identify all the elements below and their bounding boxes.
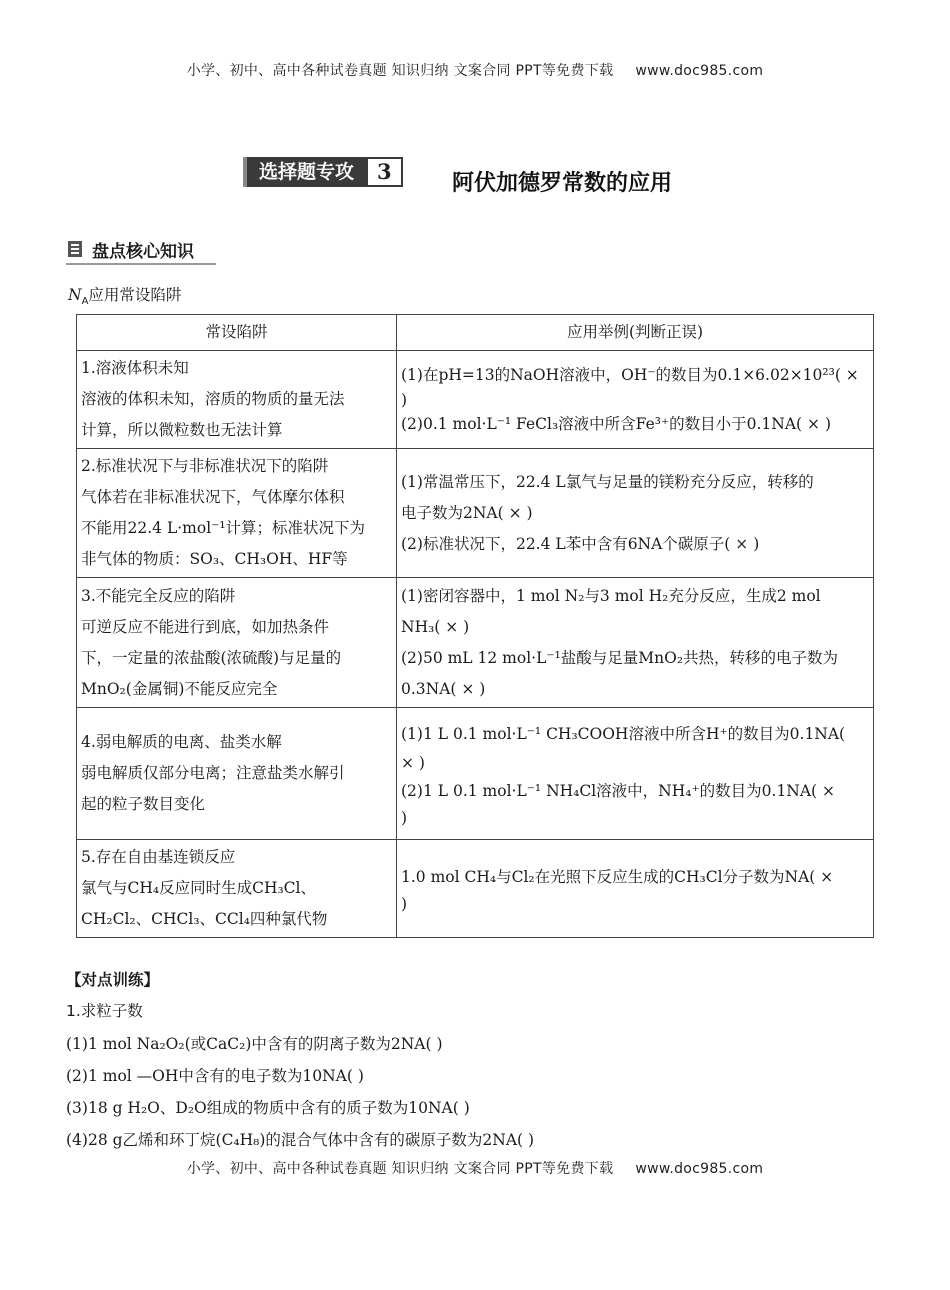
cell-line: CH₂Cl₂、CHCl₃、CCl₄四种氯代物 [81,910,328,928]
cell-line: 下，一定量的浓盐酸(浓硫酸)与足量的 [81,648,342,667]
table-row [77,351,874,449]
table-cell-example [397,708,874,840]
document-icon [68,241,82,257]
cell-line: (2)50 mL 12 mol·L⁻¹盐酸与足量MnO₂共热，转移的电子数为 [401,648,839,667]
table-cell-trap [77,708,397,840]
cell-line: 4.弱电解质的电离、盐类水解 [81,733,282,751]
table-row [77,578,874,708]
practice-item: (4)28 g乙烯和环丁烷(C₄H₈)的混合气体中含有的碳原子数为2NA( ) [66,1131,535,1149]
traps-table [76,314,874,938]
page-header [0,60,950,80]
practice-item: (2)1 mol —OH中含有的电子数为10NA( ) [66,1067,364,1085]
cell-line: 3.不能完全反应的陷阱 [81,586,236,605]
cell-line: (1)常温常压下，22.4 L氯气与足量的镁粉充分反应，转移的 [401,472,814,491]
table-cell-trap [77,449,397,578]
table-cell-example [397,578,874,708]
table-cell-trap [77,578,397,708]
table-subtitle [68,283,181,307]
cell-line: × ) [401,753,425,772]
table-cell-example [397,840,874,938]
practice-heading: 【对点训练】 [66,971,160,989]
cell-line: NH₃( × ) [401,617,470,636]
badge-label: 选择题专攻 [243,157,366,187]
cell-line: 0.3NA( × ) [401,679,486,698]
header-text: 小学、初中、高中各种试卷真题 知识归纳 文案合同 PPT等免费下载 [186,63,614,79]
topic-badge [243,157,403,187]
practice-item: (3)18 g H₂O、D₂O组成的物质中含有的质子数为10NA( ) [66,1099,470,1117]
table-header: 常设陷阱 [77,315,397,351]
badge-number: 3 [366,157,403,187]
section-label: 盘点核心知识 [92,242,194,262]
table-header-row [77,315,874,351]
cell-line: MnO₂(金属铜)不能反应完全 [81,679,278,698]
table-row [77,449,874,578]
cell-line: ) [401,390,408,409]
practice-item: (1)1 mol Na₂O₂(或CaC₂)中含有的阴离子数为2NA( ) [66,1035,443,1053]
cell-line: (1)1 L 0.1 mol·L⁻¹ CH₃COOH溶液中所含H⁺的数目为0.1NA( [401,724,846,743]
practice-group-title: 1.求粒子数 [66,1002,143,1020]
cell-line: 2.标准状况下与非标准状况下的陷阱 [81,457,329,475]
cell-line: (2)标准状况下，22.4 L苯中含有6NA个碳原子( × ) [401,534,760,553]
cell-line: (2)1 L 0.1 mol·L⁻¹ NH₄Cl溶液中，NH₄⁺的数目为0.1NA( × [401,781,836,800]
cell-line: 非气体的物质：SO₃、CH₃OH、HF等 [81,550,348,568]
cell-line: 计算，所以微粒数也无法计算 [81,421,283,439]
table-cell-example [397,351,874,449]
cell-line: 不能用22.4 L·mol⁻¹计算；标准状况下为 [81,519,366,537]
table-cell-trap [77,840,397,938]
cell-line: 5.存在自由基连锁反应 [81,848,236,866]
section-heading [66,237,216,265]
footer-text: 小学、初中、高中各种试卷真题 知识归纳 文案合同 PPT等免费下载 [186,1161,614,1177]
table-row [77,708,874,840]
cell-line: 1.溶液体积未知 [81,359,189,377]
page-title: 阿伏加德罗常数的应用 [452,171,673,196]
cell-line: 氯气与CH₄反应同时生成CH₃Cl、 [81,879,316,897]
page-footer [0,1158,950,1178]
cell-line: ) [401,808,408,827]
subtitle-text: 应用常设陷阱 [88,286,182,304]
cell-line: (1)在pH=13的NaOH溶液中，OH⁻的数目为0.1×6.02×10²³( × [401,365,859,384]
footer-url[interactable]: www.doc985.com [635,1161,764,1177]
cell-line: 可逆反应不能进行到底，如加热条件 [81,617,330,636]
table-header: 应用举例(判断正误) [397,315,874,351]
cell-line: 电子数为2NA( × ) [401,503,533,522]
cell-line: 起的粒子数目变化 [81,795,206,813]
subtitle-symbol: N [68,286,82,304]
cell-line: (1)密闭容器中，1 mol N₂与3 mol H₂充分反应，生成2 mol [401,586,821,605]
header-url[interactable]: www.doc985.com [635,63,764,79]
cell-line: (2)0.1 mol·L⁻¹ FeCl₃溶液中所含Fe³⁺的数目小于0.1NA( × ) [401,414,831,433]
table-cell-trap [77,351,397,449]
subtitle-subscript: A [81,296,89,308]
table-cell-example [397,449,874,578]
cell-line: 气体若在非标准状况下，气体摩尔体积 [81,488,345,506]
table-row [77,840,874,938]
cell-line: 1.0 mol CH₄与Cl₂在光照下反应生成的CH₃Cl分子数为NA( × [401,868,834,886]
cell-line: 溶液的体积未知，溶质的物质的量无法 [81,390,345,408]
cell-line: ) [401,895,408,913]
cell-line: 弱电解质仅部分电离；注意盐类水解引 [81,764,345,782]
